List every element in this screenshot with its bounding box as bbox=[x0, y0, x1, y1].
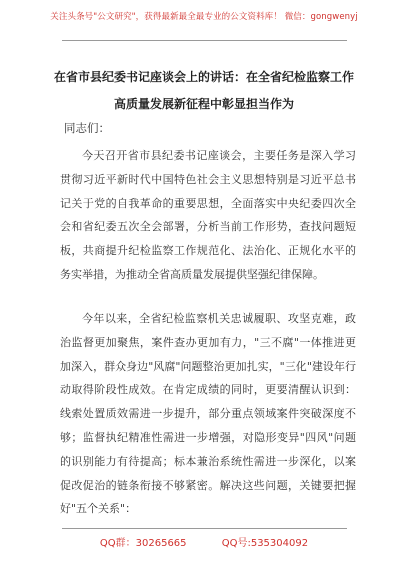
salutation: 同志们： bbox=[64, 121, 110, 135]
paragraph-2: 今年以来，全省纪检监察机关忠诚履职、攻坚克难，政治监督更加聚焦，案件查办更加有力，"三不腐"一体推进更加深入，群众身边"风腐"问题整治更加扎实，"三化"建设年行动取得阶段性成效。在肯定成绩的同时，更要清醒认识到：线索处置质效需进一步提升，部分重点领域案件突破深度不够；监督执纪精准性需进一步增强，对隐形变异"四风"问题的识别能力有待提高；标本兼治系统性需进一步深化，以案促改促治的链条衔接不够紧密。解决这些问题，关键要把握好"五个关系"： bbox=[60, 312, 356, 516]
title-line-2: 高质量发展新征程中彰显担当作为 bbox=[113, 97, 294, 111]
title-line-1: 在省市县纪委书记座谈会上的讲话：在全省纪检监察工作 bbox=[53, 70, 354, 84]
footer-qq-number: QQ号:535304092 bbox=[221, 538, 309, 549]
document-title bbox=[40, 64, 368, 118]
header-divider bbox=[62, 40, 347, 41]
footer bbox=[0, 534, 408, 549]
paragraph-1: 今天召开省市县纪委书记座谈会，主要任务是深入学习贯彻习近平新时代中国特色社会主义思想特别是习近平总书记关于党的自我革命的重要思想，全面落实中央纪委四次全会和省纪委五次全会部署，分析当前工作形势，查找问题短板，共商提升纪检监察工作规范化、法治化、正规化水平的务实举措，为推动全省高质量发展提供坚强纪律保障。 bbox=[60, 149, 356, 281]
footer-qq-group: QQ群：30265665 bbox=[99, 538, 187, 549]
header-note: 关注头条号"公文研究"，获得最新最全最专业的公文资料库！ 微信：gongwenyj bbox=[50, 12, 358, 22]
footer-divider bbox=[62, 528, 347, 529]
